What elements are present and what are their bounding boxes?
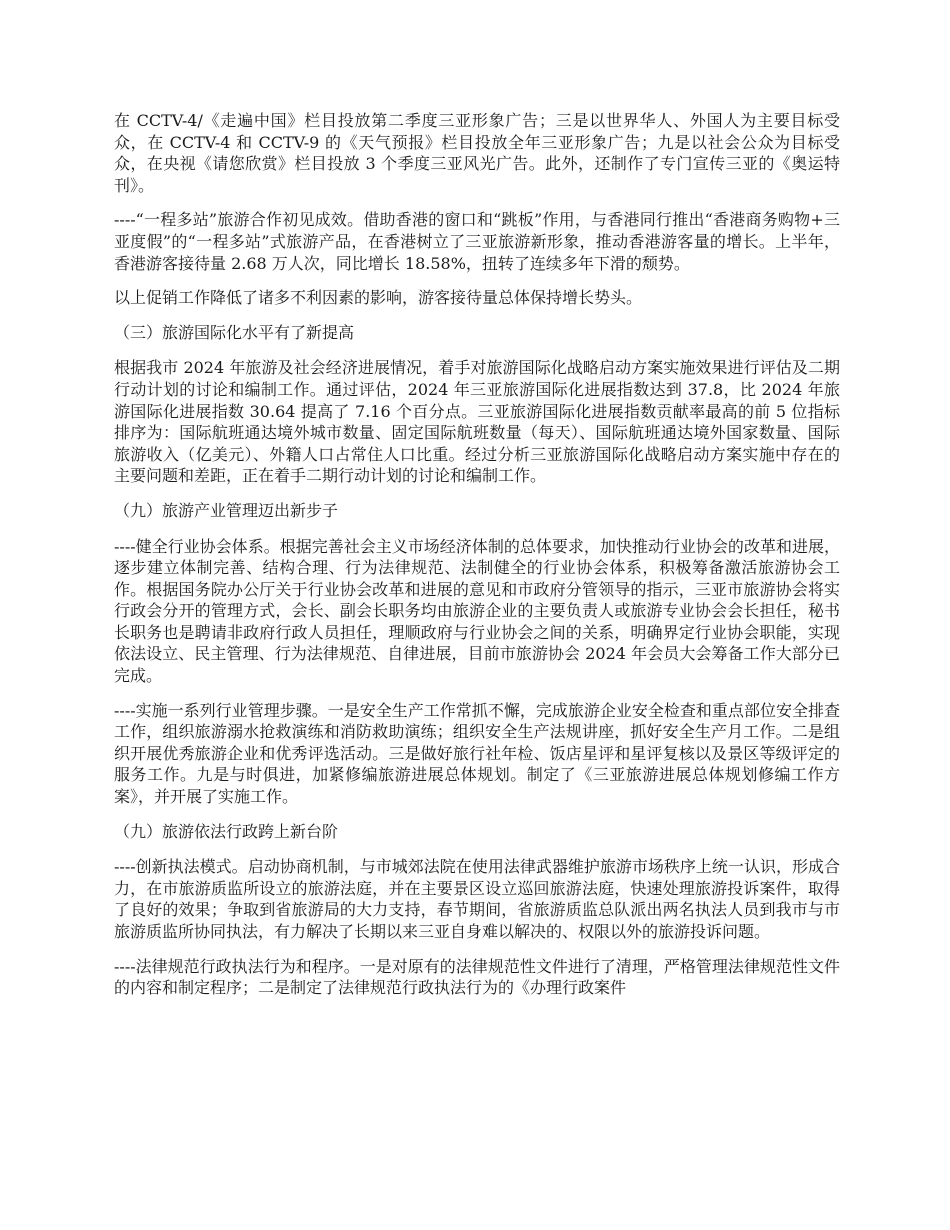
section-heading-industry-management: （九）旅游产业管理迈出新步子 <box>114 500 339 520</box>
section-heading-law-enforcement: （九）旅游依法行政跨上新台阶 <box>114 821 339 841</box>
paragraph-management-measures: ----实施一系列行业管理步骤。一是安全生产工作常抓不懈，完成旅游企业安全检查和重点部位安全排查工作，组织旅游溺水抢救演练和消防救助演练；组织安全生产法规讲座，抓好安全生产月工作。二是组织开展优秀旅游企业和优秀评选活动。三是做好旅行社年检、饭店星评和星评复核以及景区等级评定的服务工作。九是与时俱进，加紧修编旅游进展总体规划。制定了《三亚旅游进展总体规划修编工作方案》，并开展了实施工作。 <box>114 700 840 807</box>
paragraph-multi-stop-tourism: ----“一程多站”旅游合作初见成效。借助香港的窗口和“跳板”作用，与香港同行推出“香港商务购物+三亚度假”的“一程多站”式旅游产品，在香港树立了三亚旅游新形象，推动香港游客量的增长。上半年，香港游客接待量 2.68 万人次，同比增长 18.58%，扭转了连续多年下滑的颓势。 <box>114 210 840 273</box>
paragraph-media-ads: 在 CCTV-4/《走遍中国》栏目投放第二季度三亚形象广告；三是以世界华人、外国人为主要目标受众，在 CCTV-4 和 CCTV-9 的《天气预报》栏目投放全年三亚形象广告；九是以社会公众为目标受众，在央视《请您欣赏》栏目投放 3 个季度三亚风光广告。此外，还制作了专门宣传三亚的《奥运特刊》。 <box>114 111 840 195</box>
document-page <box>114 110 840 1012</box>
section-heading-internationalization: （三）旅游国际化水平有了新提高 <box>114 322 355 342</box>
paragraph-enforcement-model: ----创新执法模式。启动协商机制，与市城郊法院在使用法律武器维护旅游市场秩序上统一认识，形成合力，在市旅游质监所设立的旅游法庭，并在主要景区设立巡回旅游法庭，快速处理旅游投诉案件，取得了良好的效果；争取到省旅游局的大力支持，春节期间，省旅游质监总队派出两名执法人员到我市与市旅游质监所协同执法，有力解决了长期以来三亚自身难以解决的、权限以外的旅游投诉问题。 <box>114 857 840 941</box>
paragraph-administrative-procedure: ----法律规范行政执法行为和程序。一是对原有的法律规范性文件进行了清理，严格管理法律规范性文件的内容和制定程序；二是制定了法律规范行政执法行为的《办理行政案件 <box>114 956 840 998</box>
paragraph-internationalization-index: 根据我市 2024 年旅游及社会经济进展情况，着手对旅游国际化战略启动方案实施效果进行评估及二期行动计划的讨论和编制工作。通过评估，2024 年三亚旅游国际化进展指数达到 37.8，比 2024 年旅游国际化进展指数 30.64 提高了 7.16 个百分点。三亚旅游国际化进展指数贡献率最高的前 5 位指标排序为：国际航班通达境外城市数量、固定国际航班数量（每天）、国际航班通达境外国家数量、国际旅游收入（亿美元）、外籍人口占常住人口比重。经过分析三亚旅游国际化战略启动方案实施中存在的主要问题和差距，正在着手二期行动计划的讨论和编制工作。 <box>114 358 840 486</box>
paragraph-industry-association: ----健全行业协会体系。根据完善社会主义市场经济体制的总体要求，加快推动行业协会的改革和进展，逐步建立体制完善、结构合理、行为法律规范、法制健全的行业协会体系，积极筹备激活旅游协会工作。根据国务院办公厅关于行业协会改革和进展的意见和市政府分管领导的指示，三亚市旅游协会将实行政会分开的管理方式，会长、副会长职务均由旅游企业的主要负责人或旅游专业协会会长担任，秘书长职务也是聘请非政府行政人员担任，理顺政府与行业协会之间的关系，明确界定行业协会职能，实现依法设立、民主管理、行为法律规范、自律进展，目前市旅游协会 2024 年会员大会筹备工作大部分已完成。 <box>114 536 840 686</box>
paragraph-promotion-summary: 以上促销工作降低了诸多不利因素的影响，游客接待量总体保持增长势头。 <box>114 288 643 308</box>
